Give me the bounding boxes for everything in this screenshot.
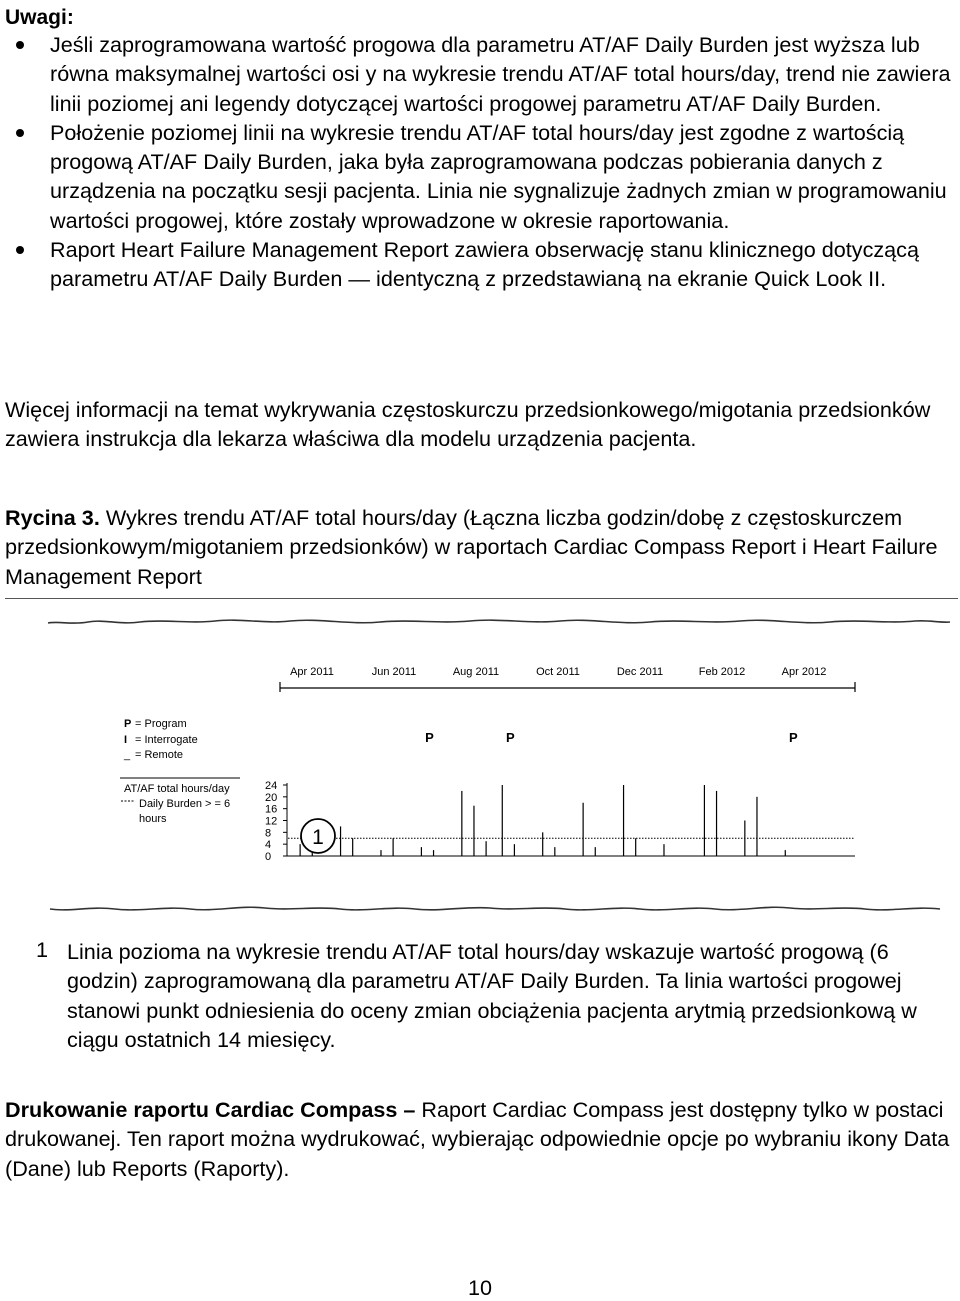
figure-caption (5, 503, 960, 591)
y-tick-label: 4 (265, 839, 272, 852)
figure-caption-text: Wykres trendu AT/AF total hours/day (Łączna liczba godzin/dobę z częstoskurczem przedsionkowym/migotaniem przedsionków) w raportach Cardiac Compass Report i Heart Failure Management Report (5, 505, 938, 589)
y-tick-label: 0 (265, 851, 272, 863)
legend-program-text: = Program (135, 718, 187, 730)
date-axis-label: Aug 2011 (452, 666, 500, 678)
notes-heading: Uwagi: (5, 6, 74, 29)
caption-divider (5, 598, 958, 599)
page-number: 10 (467, 1275, 493, 1300)
date-axis-label: Apr 2011 (290, 666, 334, 678)
legend-remote-symbol: _ (124, 749, 131, 761)
date-axis-label: Jun 2011 (371, 666, 417, 678)
y-tick-label: 24 (265, 780, 278, 792)
date-axis-label: Apr 2012 (781, 666, 827, 678)
note-item: Raport Heart Failure Management Report zawiera obserwację stanu klinicznego dotyczącą parametru AT/AF Daily Burden — identyczną z przedstawianą na ekranie Quick Look II. (0, 235, 955, 294)
note-item: Położenie poziomej linii na wykresie trendu AT/AF total hours/day jest zgodne z wartością progową AT/AF Daily Burden, jaka była zaprogramowana podczas pobierania danych z urządzenia na początku sesji pacjenta. Linia nie sygnalizuje żadnych zmian w programowaniu wartości progowej, które zostały wprowadzone w okresie raportowania. (0, 118, 955, 235)
date-axis-label: Dec 2011 (616, 666, 664, 678)
note-item: Jeśli zaprogramowana wartość progowa dla parametru AT/AF Daily Burden jest wyższa lub równa maksymalnej wartości osi y na wykresie trendu AT/AF total hours/day, trend nie zawiera linii poziomej ani legendy dotyczącej wartości progowej parametru AT/AF Daily Burden. (0, 30, 955, 118)
program-marker: P (789, 730, 798, 745)
trend-bars (300, 785, 785, 856)
program-markers (425, 730, 798, 745)
y-tick-label: 16 (265, 803, 278, 816)
program-marker: P (506, 730, 515, 745)
legend-interrogate-symbol: I (124, 734, 128, 746)
y-tick-label: 12 (265, 815, 278, 828)
y-tick-label: 8 (265, 827, 272, 840)
figure-label: Rycina 3. (5, 505, 100, 530)
notes-list (0, 30, 955, 294)
torn-edge-bottom (50, 907, 940, 910)
printing-paragraph (5, 1095, 960, 1183)
threshold-legend-text: Daily Burden > = 6 (139, 798, 231, 810)
more-info-paragraph: Więcej informacji na temat wykrywania częstoskurczu przedsionkowego/migotania przedsionków zawiera instrukcja dla lekarza właściwa dla modelu urządzenia pacjenta. (5, 397, 931, 452)
printing-title: Drukowanie raportu Cardiac Compass – (5, 1097, 416, 1122)
threshold-legend-text-2: hours (139, 813, 167, 825)
date-axis-label: Oct 2011 (536, 666, 580, 678)
y-axis-ticks (265, 780, 287, 863)
callout-number: 1 (36, 937, 49, 962)
callout-circle-number: 1 (312, 826, 324, 849)
date-axis-label: Feb 2012 (698, 666, 746, 678)
printing-text: Raport Cardiac Compass jest dostępny tylko w postaci drukowanej. Ten raport można wydrukować, wybierając odpowiednie opcje po wybraniu ikony Data (Dane) lub Reports (Raporty). (5, 1097, 950, 1181)
torn-edge-top (48, 620, 950, 623)
trend-title: AT/AF total hours/day (124, 783, 230, 795)
program-marker: P (425, 730, 434, 745)
callout-description: Linia pozioma na wykresie trendu AT/AF total hours/day wskazuje wartość progową (6 godzin) zaprogramowaną dla parametru AT/AF Daily Burden. Ta linia wartości progowej stanowi punkt odniesienia do oceny zmian obciążenia pacjenta arytmią przedsionkową w ciągu ostatnich 14 miesięcy. (67, 939, 917, 1052)
legend-remote-text: = Remote (135, 749, 183, 761)
y-tick-label: 20 (265, 791, 278, 804)
trend-figure (0, 600, 960, 920)
legend-program-symbol: P (124, 718, 132, 730)
legend-interrogate-text: = Interrogate (135, 734, 198, 746)
